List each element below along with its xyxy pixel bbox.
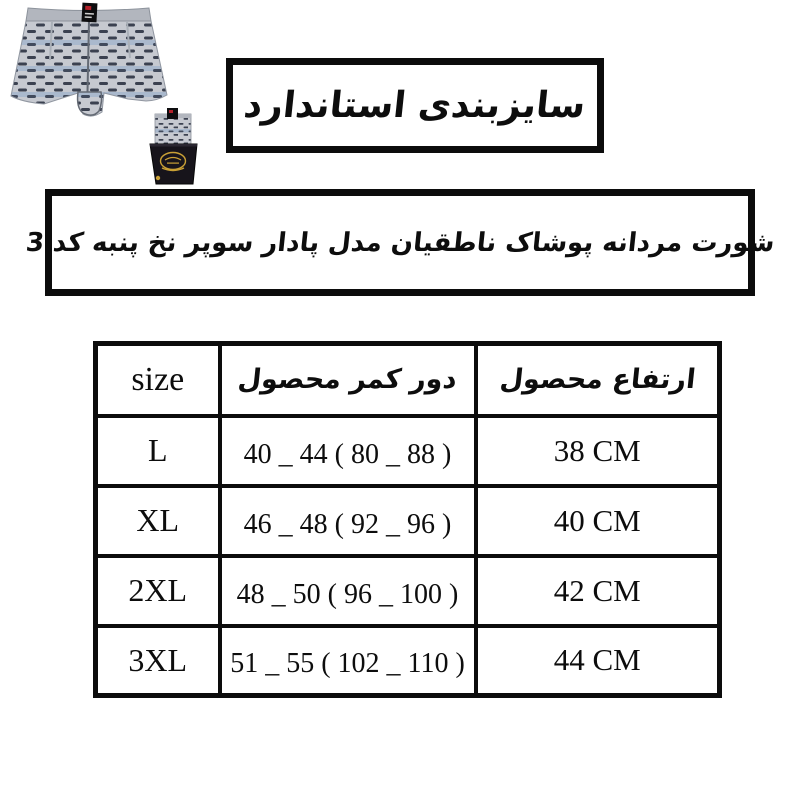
waist-value: 40 _ 44 ( 80 _ 88 ) <box>220 416 476 486</box>
size-value: 3XL <box>96 626 220 696</box>
col-header-height <box>476 344 720 416</box>
gift-box-rim <box>150 144 197 147</box>
shorts-label-red-mark <box>85 6 91 10</box>
size-value: XL <box>96 486 220 556</box>
folded-shorts-label-red-mark <box>169 110 173 113</box>
size-value: 2XL <box>96 556 220 626</box>
col-header-waist <box>220 344 476 416</box>
col-header-size: size <box>96 344 220 416</box>
boxer-shorts-illustration <box>8 2 172 122</box>
shorts-pouch <box>78 92 102 115</box>
gold-dot-seal <box>156 176 160 180</box>
gold-emblem-text-line <box>167 163 179 164</box>
title-box <box>226 58 604 153</box>
table-row-XL <box>96 486 720 556</box>
table-header-row <box>96 344 720 416</box>
shorts-brand-label <box>81 3 97 23</box>
table-row-2XL <box>96 556 720 626</box>
size-table-container <box>93 341 722 698</box>
waist-value: 48 _ 50 ( 96 _ 100 ) <box>220 556 476 626</box>
gift-box-illustration <box>148 106 200 186</box>
description-text: شورت مردانه پوشاک ناطقیان مدل پادار سوپر نخ پنبه کد 3 <box>24 227 776 258</box>
col-header-waist-text: دور کمر محصول <box>236 364 459 396</box>
product-photo-package <box>148 106 200 186</box>
height-value: 44 CM <box>476 626 720 696</box>
col-header-height-text: ارتفاع محصول <box>497 364 697 396</box>
description-box <box>24 189 776 296</box>
folded-shorts-label <box>167 108 178 119</box>
waist-value: 51 _ 55 ( 102 _ 110 ) <box>220 626 476 696</box>
product-photo-shorts <box>8 2 172 122</box>
title-text: سایزبندی استاندارد <box>242 85 588 126</box>
table-row-3XL <box>96 626 720 696</box>
size-value: L <box>96 416 220 486</box>
table-row-L <box>96 416 720 486</box>
height-value: 40 CM <box>476 486 720 556</box>
waist-value: 46 _ 48 ( 92 _ 96 ) <box>220 486 476 556</box>
height-value: 42 CM <box>476 556 720 626</box>
size-chart-table <box>93 341 722 698</box>
height-value: 38 CM <box>476 416 720 486</box>
